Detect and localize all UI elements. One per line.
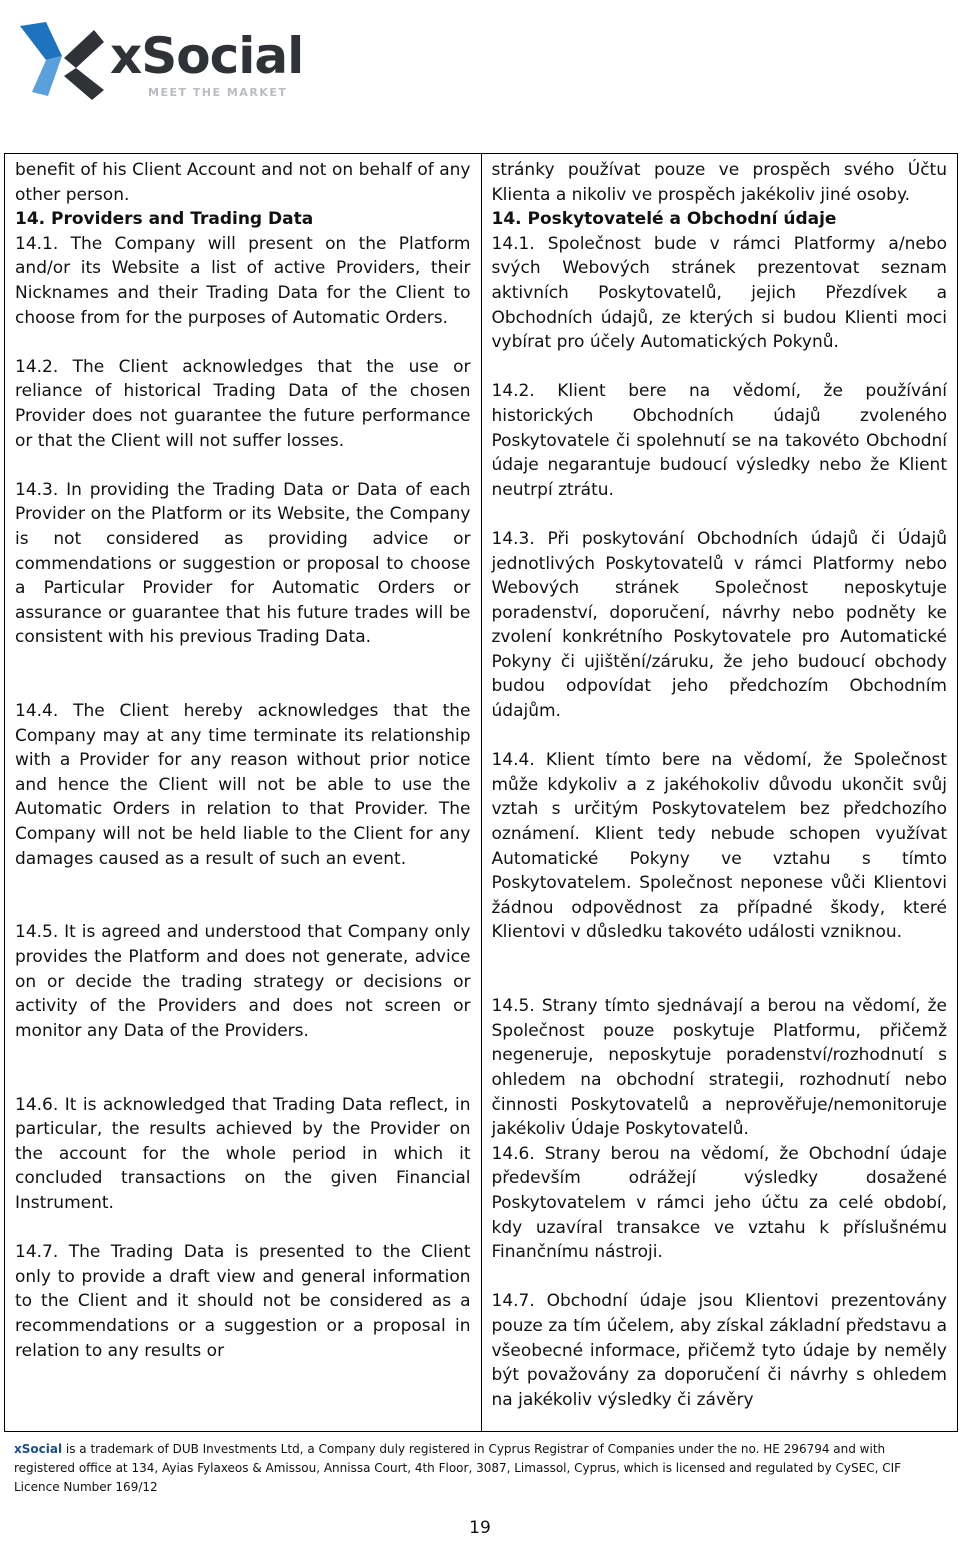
page-number: 19 — [469, 1518, 491, 1538]
legal-footer — [14, 1440, 944, 1497]
czech-clause-14-7: 14.7. Obchodní údaje jsou Klientovi prezentovány pouze za tím účelem, aby získal základní představu a všeobecné informace, přičemž tyto údaje by neměly být považovány za doporučení či návrhy s ohledem na jakékoliv výsledky či závěry — [491, 1291, 947, 1410]
english-clause-14-3: 14.3. In providing the Trading Data or Data of each Provider on the Platform or its Website, the Company is not considered as providing advice or commendations or suggestion or proposal to choose a Particular Provider for Automatic Orders or assurance or guarantee that his future trades will be consistent with his previous Trading Data. — [15, 479, 471, 648]
english-clause-14-7: 14.7. The Trading Data is presented to the Client only to provide a draft view and general information to the Client and it should not be considered as a recommendations or a suggestion or a proposal in relation to any results or — [15, 1242, 471, 1361]
czech-clause-14-1: 14.1. Společnost bude v rámci Platformy a/nebo svých Webových stránek prezentovat seznam aktivních Poskytovatelů, jejich Přezdívek a Obchodních údajů, ze kterých si budou Klienti moci vybírat pro účely Automatických Pokynů. — [491, 233, 947, 353]
english-column — [5, 154, 482, 1431]
english-clause-14-4: 14.4. The Client hereby acknowledges that the Company may at any time terminate its relationship with a Provider for any reason without prior notice and hence the Client will not be able to use the Automatic Orders in relation to that Provider. The Company will not be held liable to the Client for any damages caused as a result of such an event. — [15, 701, 471, 869]
czech-clause-14-6: 14.6. Strany berou na vědomí, že Obchodní údaje především odrážejí výsledky dosažené Poskytovatelem v rámci jeho účtu za celé období, kdy uzavíral transakce ve vztahu k příslušnému Finančnímu nástroji. — [491, 1143, 947, 1263]
czech-intro: stránky používat pouze ve prospěch svého Účtu Klienta a nikoliv ve prospěch jakékoliv jiné osoby. — [491, 160, 947, 205]
english-intro: benefit of his Client Account and not on behalf of any other person. — [15, 160, 471, 205]
logo-tagline: MEET THE MARKET — [148, 86, 288, 99]
company-logo — [18, 20, 338, 100]
english-clause-14-6: 14.6. It is acknowledged that Trading Data reflect, in particular, the results achieved by the Provider on the account for the whole period in which it concluded transactions on the given Financial Instrument. — [15, 1094, 471, 1213]
logo-wordmark: xSocial — [110, 27, 304, 85]
czech-section-heading: 14. Poskytovatelé a Obchodní údaje — [491, 209, 837, 230]
footer-text: is a trademark of DUB Investments Ltd, a Company duly registered in Cyprus Registrar of Companies under the no. HE 296794 and with registered office at 134, Ayias Fylaxeos & Amissou, Annissa Court, 4th Floor, 3087, Limassol, Cyprus, which is licensed and regulated by CySEC, CIF Licence Number 169/12 — [14, 1442, 902, 1494]
english-clause-14-1: 14.1. The Company will present on the Platform and/or its Website a list of active Providers, their Nicknames and their Trading Data for the Client to choose from for the purposes of Automatic Orders. — [15, 233, 471, 328]
xsocial-logo-mark-icon — [18, 20, 110, 100]
czech-clause-14-3: 14.3. Při poskytování Obchodních údajů či Údajů jednotlivých Poskytovatelů v rámci Platformy nebo Webových stránek Společnost neposkytuje poradenství, doporučení, návrhy nebo podněty ke zvolení konkrétního Poskytovatele pro Automatické Pokyny či ujištění/záruku, že jeho budoucí obchody budou odpovídat jeho předchozím Obchodním údajům. — [491, 528, 947, 722]
english-clause-14-5: 14.5. It is agreed and understood that Company only provides the Platform and does not generate, advice on or decide the trading strategy or decisions or activity of the Providers and does not screen or monitor any Data of the Providers. — [15, 922, 471, 1041]
footer-brand: xSocial — [14, 1442, 63, 1456]
bilingual-document-table — [4, 153, 958, 1432]
czech-clause-14-2: 14.2. Klient bere na vědomí, že používání historických Obchodních údajů zvoleného Poskytovatele či spolehnutí se na takovéto Obchodní údaje negarantuje budoucí výsledky nebo že Klient neutrpí ztrátu. — [491, 381, 947, 500]
czech-clause-14-4: 14.4. Klient tímto bere na vědomí, že Společnost může kdykoliv a z jakéhokoliv důvodu ukončit svůj vztah s určitým Poskytovatelem bez předchozího oznámení. Klient tedy nebude schopen využívat Automatické Pokyny ve vztahu s tímto Poskytovatelem. Společnost neponese vůči Klientovi žádnou odpovědnost za případné škody, které Klientovi v důsledku takovéto události vzniknou. — [491, 750, 947, 943]
english-clause-14-2: 14.2. The Client acknowledges that the use or reliance of historical Trading Data of the chosen Provider does not guarantee the future performance or that the Client will not suffer losses. — [15, 356, 471, 451]
czech-clause-14-5: 14.5. Strany tímto sjednávají a berou na vědomí, že Společnost pouze poskytuje Platformu, přičemž negeneruje, neposkytuje poradenství/rozhodnutí s ohledem na obchodní strategii, rozhodnutí nebo činnosti Poskytovatelů a neprověřuje/nemonitoruje jakékoliv Údaje Poskytovatelů. — [491, 996, 947, 1140]
english-section-heading: 14. Providers and Trading Data — [15, 209, 314, 230]
czech-column — [482, 154, 958, 1431]
